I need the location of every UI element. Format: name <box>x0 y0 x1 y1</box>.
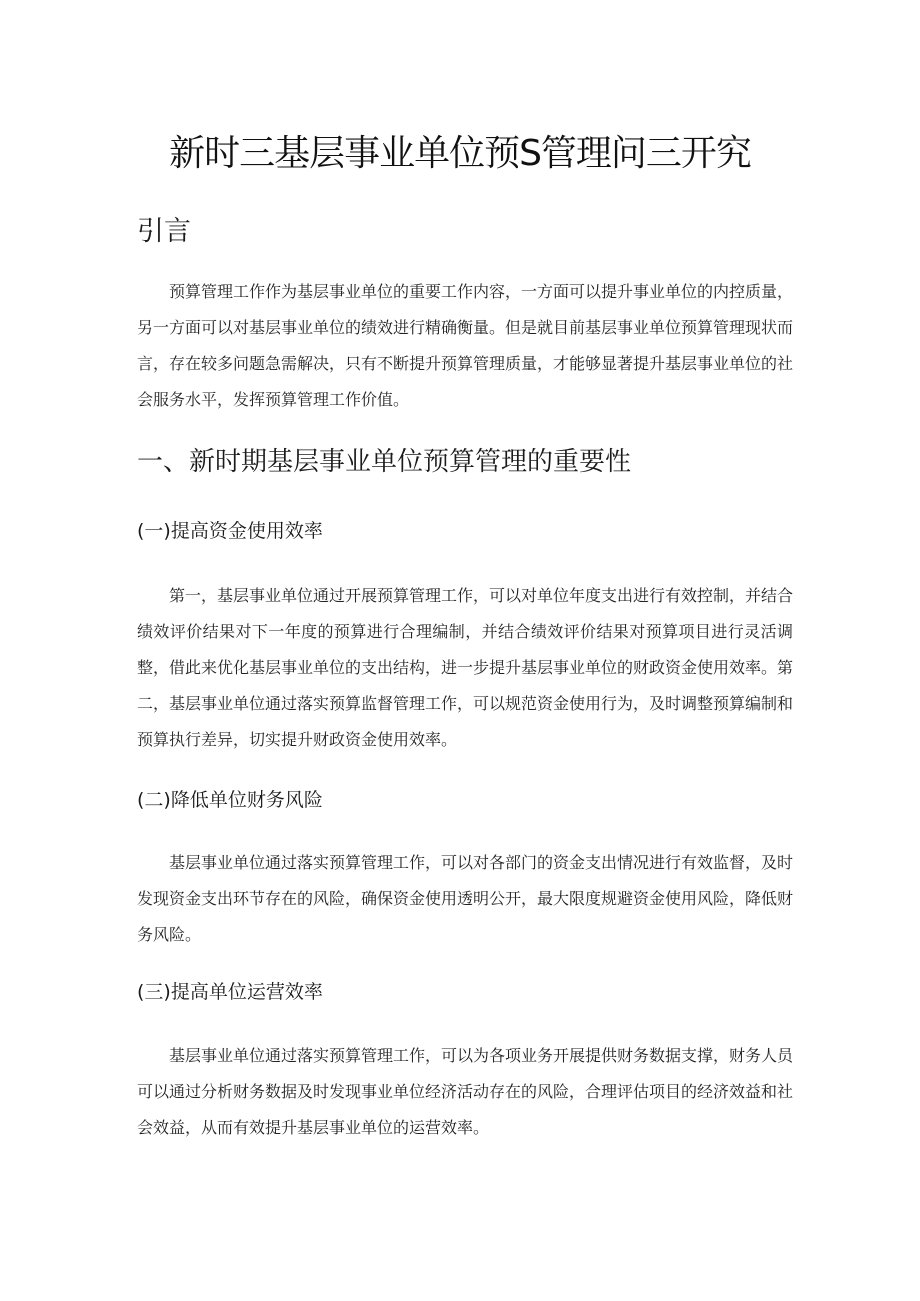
subsection-1-paragraph: 第一，基层事业单位通过开展预算管理工作，可以对单位年度支出进行有效控制，并结合绩效评价结果对下一年度的预算进行合理编制，并结合绩效评价结果对预算项目进行灵活调整，借此来优化基层事业单位的支出结构，进一步提升基层事业单位的财政资金使用效率。第二，基层事业单位通过落实预算监督管理工作，可以规范资金使用行为，及时调整预算编制和预算执行差异，切实提升财政资金使用效率。 <box>137 586 794 749</box>
intro-paragraph: 预算管理工作作为基层事业单位的重要工作内容，一方面可以提升事业单位的内控质量，另一方面可以对基层事业单位的绩效进行精确衡量。但是就目前基层事业单位预算管理现状而言，存在较多问题急需解决，只有不断提升预算管理质量，才能够显著提升基层事业单位的社会服务水平，发挥预算管理工作价值。 <box>137 282 794 409</box>
document-title: 新时三基层事业单位预S管理问三开究 <box>169 133 751 174</box>
section-1-heading: 一、新时期基层事业单位预算管理的重要性 <box>137 447 632 477</box>
subsection-1-heading: (一)提高资金使用效率 <box>137 520 323 542</box>
subsection-2-paragraph: 基层事业单位通过落实预算管理工作，可以对各部门的资金支出情况进行有效监督，及时发现资金支出环节存在的风险，确保资金使用透明公开，最大限度规避资金使用风险，降低财务风险。 <box>137 853 794 944</box>
subsection-3-heading: (三)提高单位运营效率 <box>137 981 323 1003</box>
subsection-2-heading: (二)降低单位财务风险 <box>137 789 323 811</box>
subsection-3-paragraph: 基层事业单位通过落实预算管理工作，可以为各项业务开展提供财务数据支撑，财务人员可以通过分析财务数据及时发现事业单位经济活动存在的风险，合理评估项目的经济效益和社会效益，从而有效提升基层事业单位的运营效率。 <box>137 1046 794 1137</box>
intro-heading: 引言 <box>137 216 191 247</box>
